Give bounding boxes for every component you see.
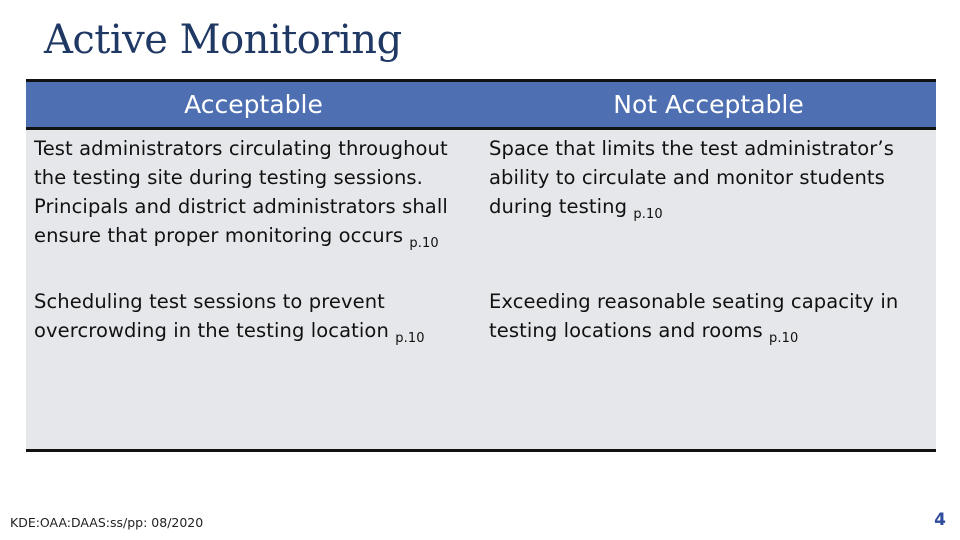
page-reference: p.10	[409, 236, 439, 251]
table-row	[26, 283, 936, 348]
not-acceptable-cell	[481, 130, 936, 283]
table-bottom-rule	[26, 449, 936, 452]
acceptable-cell	[26, 130, 481, 283]
comparison-table	[26, 79, 936, 452]
footer-text: KDE:OAA:DAAS:ss/pp: 08/2020	[10, 515, 204, 530]
table-row	[26, 130, 936, 283]
table-body	[26, 130, 936, 449]
cell-text: Test administrators circulating throughout the testing site during testing sessions. Principals and district administrators shall ensure that proper monitoring occurs	[34, 137, 448, 247]
slide-title: Active Monitoring	[44, 17, 402, 63]
header-acceptable: Acceptable	[184, 90, 323, 119]
not-acceptable-cell	[481, 283, 936, 348]
page-number: 4	[934, 510, 946, 530]
header-not-acceptable: Not Acceptable	[613, 90, 804, 119]
cell-text: Scheduling test sessions to prevent overcrowding in the testing location	[34, 290, 389, 342]
page-reference: p.10	[769, 331, 799, 346]
page-reference: p.10	[633, 207, 663, 222]
acceptable-cell	[26, 283, 481, 348]
table-header-row	[26, 82, 936, 127]
cell-text: Exceeding reasonable seating capacity in testing locations and rooms	[489, 290, 899, 342]
cell-text: Space that limits the test administrator’s ability to circulate and monitor students during testing	[489, 137, 894, 218]
page-reference: p.10	[395, 331, 425, 346]
